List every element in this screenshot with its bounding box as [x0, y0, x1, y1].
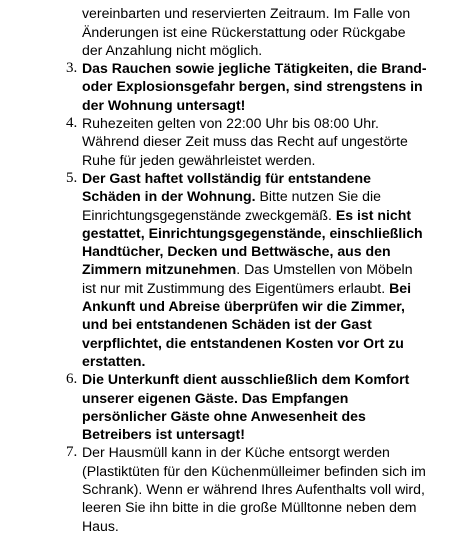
rule-line [82, 425, 398, 443]
rule-text: Bitte nutzen Sie die [255, 188, 381, 205]
rule-number: 6. [66, 371, 78, 388]
rule-item [0, 59, 427, 114]
rule-line [82, 169, 398, 187]
rule-line [82, 498, 417, 516]
rule-line [82, 389, 398, 407]
rule-text-bold: der Wohnung untersagt! [82, 96, 246, 113]
rule-line [82, 4, 411, 22]
rule-text-bold: Das Rauchen sowie jegliche Tätigkeiten, die Brand- [82, 60, 427, 77]
rule-line [82, 517, 398, 535]
rule-text-bold: unserer eigenen Gäste. Das Empfangen [82, 389, 349, 406]
rule-text-bold: Betreibers ist untersagt! [82, 426, 245, 443]
rule-line [82, 279, 411, 297]
rule-line [82, 370, 410, 388]
rule-text: Der Hausmüll kann in der Küche entsorgt werden [82, 444, 390, 461]
rule-line [82, 407, 398, 425]
rule-item [0, 443, 426, 534]
rule-text: vereinbarten und reservierten Zeitraum. Im Falle von [82, 5, 411, 22]
rule-item [0, 370, 410, 443]
rule-line [82, 315, 398, 333]
rule-text: der Anzahlung nicht möglich. [82, 41, 263, 58]
rule-text: Während dieser Zeit muss das Recht auf ungestörte [82, 133, 408, 150]
rule-line [82, 242, 398, 260]
rule-line [82, 114, 398, 132]
rule-text-bold: Bei [389, 279, 411, 296]
rule-text-bold: Handtücher, Decken und Bettwäsche, aus den [82, 243, 391, 260]
rule-line [82, 23, 406, 41]
rule-text-bold: Die Unterkunft dient ausschließlich dem Komfort [82, 371, 410, 388]
rule-line [82, 96, 398, 114]
rule-text-bold: Ankunft und Abreise überprüfen wir die Zimmer, [82, 298, 405, 315]
rule-text-bold: oder Explosionsgefahr bergen, sind strengstens in [82, 78, 423, 95]
rule-text: Haus. [82, 517, 119, 534]
rule-text: ist nur mit Zustimmung des Eigentümers erlaubt. [82, 279, 390, 296]
rule-text-bold: persönlicher Gäste ohne Anwesenheit des [82, 407, 366, 424]
rule-number: 5. [66, 169, 78, 186]
rule-text: Einrichtungsgegenstände zweckgemäß. [82, 206, 336, 223]
rule-text-bold: Es ist nicht [335, 206, 412, 223]
rule-item [0, 114, 408, 169]
rule-line [82, 462, 426, 480]
rule-line [82, 224, 423, 242]
rule-line [82, 480, 425, 498]
rule-line [82, 187, 398, 205]
rule-line [82, 206, 412, 224]
rule-line [82, 297, 405, 315]
rule-text: Schrank). Wenn er während Ihres Aufenthalts voll wird, [82, 481, 425, 498]
rule-text: Änderungen ist eine Rückerstattung oder Rückgabe [82, 23, 406, 40]
rule-text-bold: Schäden in der Wohnung. [82, 188, 256, 205]
rule-text: Ruhe für jeden gewährleistet werden. [82, 151, 316, 168]
rule-text-bold: und bei entstandenen Schäden ist der Gast [82, 316, 372, 333]
rule-text: Ruhezeiten gelten von 22:00 Uhr bis 08:00 Uhr. [82, 115, 379, 132]
rule-item [0, 4, 411, 59]
rule-item [0, 169, 423, 370]
rule-line [82, 352, 398, 370]
rule-line [82, 260, 413, 278]
rule-line [82, 77, 423, 95]
rule-line [82, 41, 398, 59]
rule-text-bold: Zimmern mitzunehmen [82, 261, 237, 278]
rule-text-bold: gestattet, Einrichtungsgegenstände, einschließlich [82, 224, 423, 241]
rule-line [82, 132, 408, 150]
rule-line [82, 443, 398, 461]
rule-number: 4. [66, 115, 78, 132]
rule-line [82, 151, 398, 169]
rule-text: leeren Sie ihn bitte in die große Mülltonne neben dem [82, 499, 417, 516]
rule-text: (Plastiktüten für den Küchenmülleimer befinden sich im [82, 462, 426, 479]
rule-number: 7. [66, 444, 78, 461]
rule-text-bold: Der Gast haftet vollständig für entstandene [82, 169, 371, 186]
rule-text: . Das Umstellen von Möbeln [236, 261, 413, 278]
rule-line [82, 334, 404, 352]
rule-number: 3. [66, 60, 78, 77]
rule-text-bold: verpflichtet, die entstandenen Kosten vor Ort zu [82, 334, 404, 351]
rule-line [82, 59, 427, 77]
rule-text-bold: erstatten. [82, 352, 146, 369]
